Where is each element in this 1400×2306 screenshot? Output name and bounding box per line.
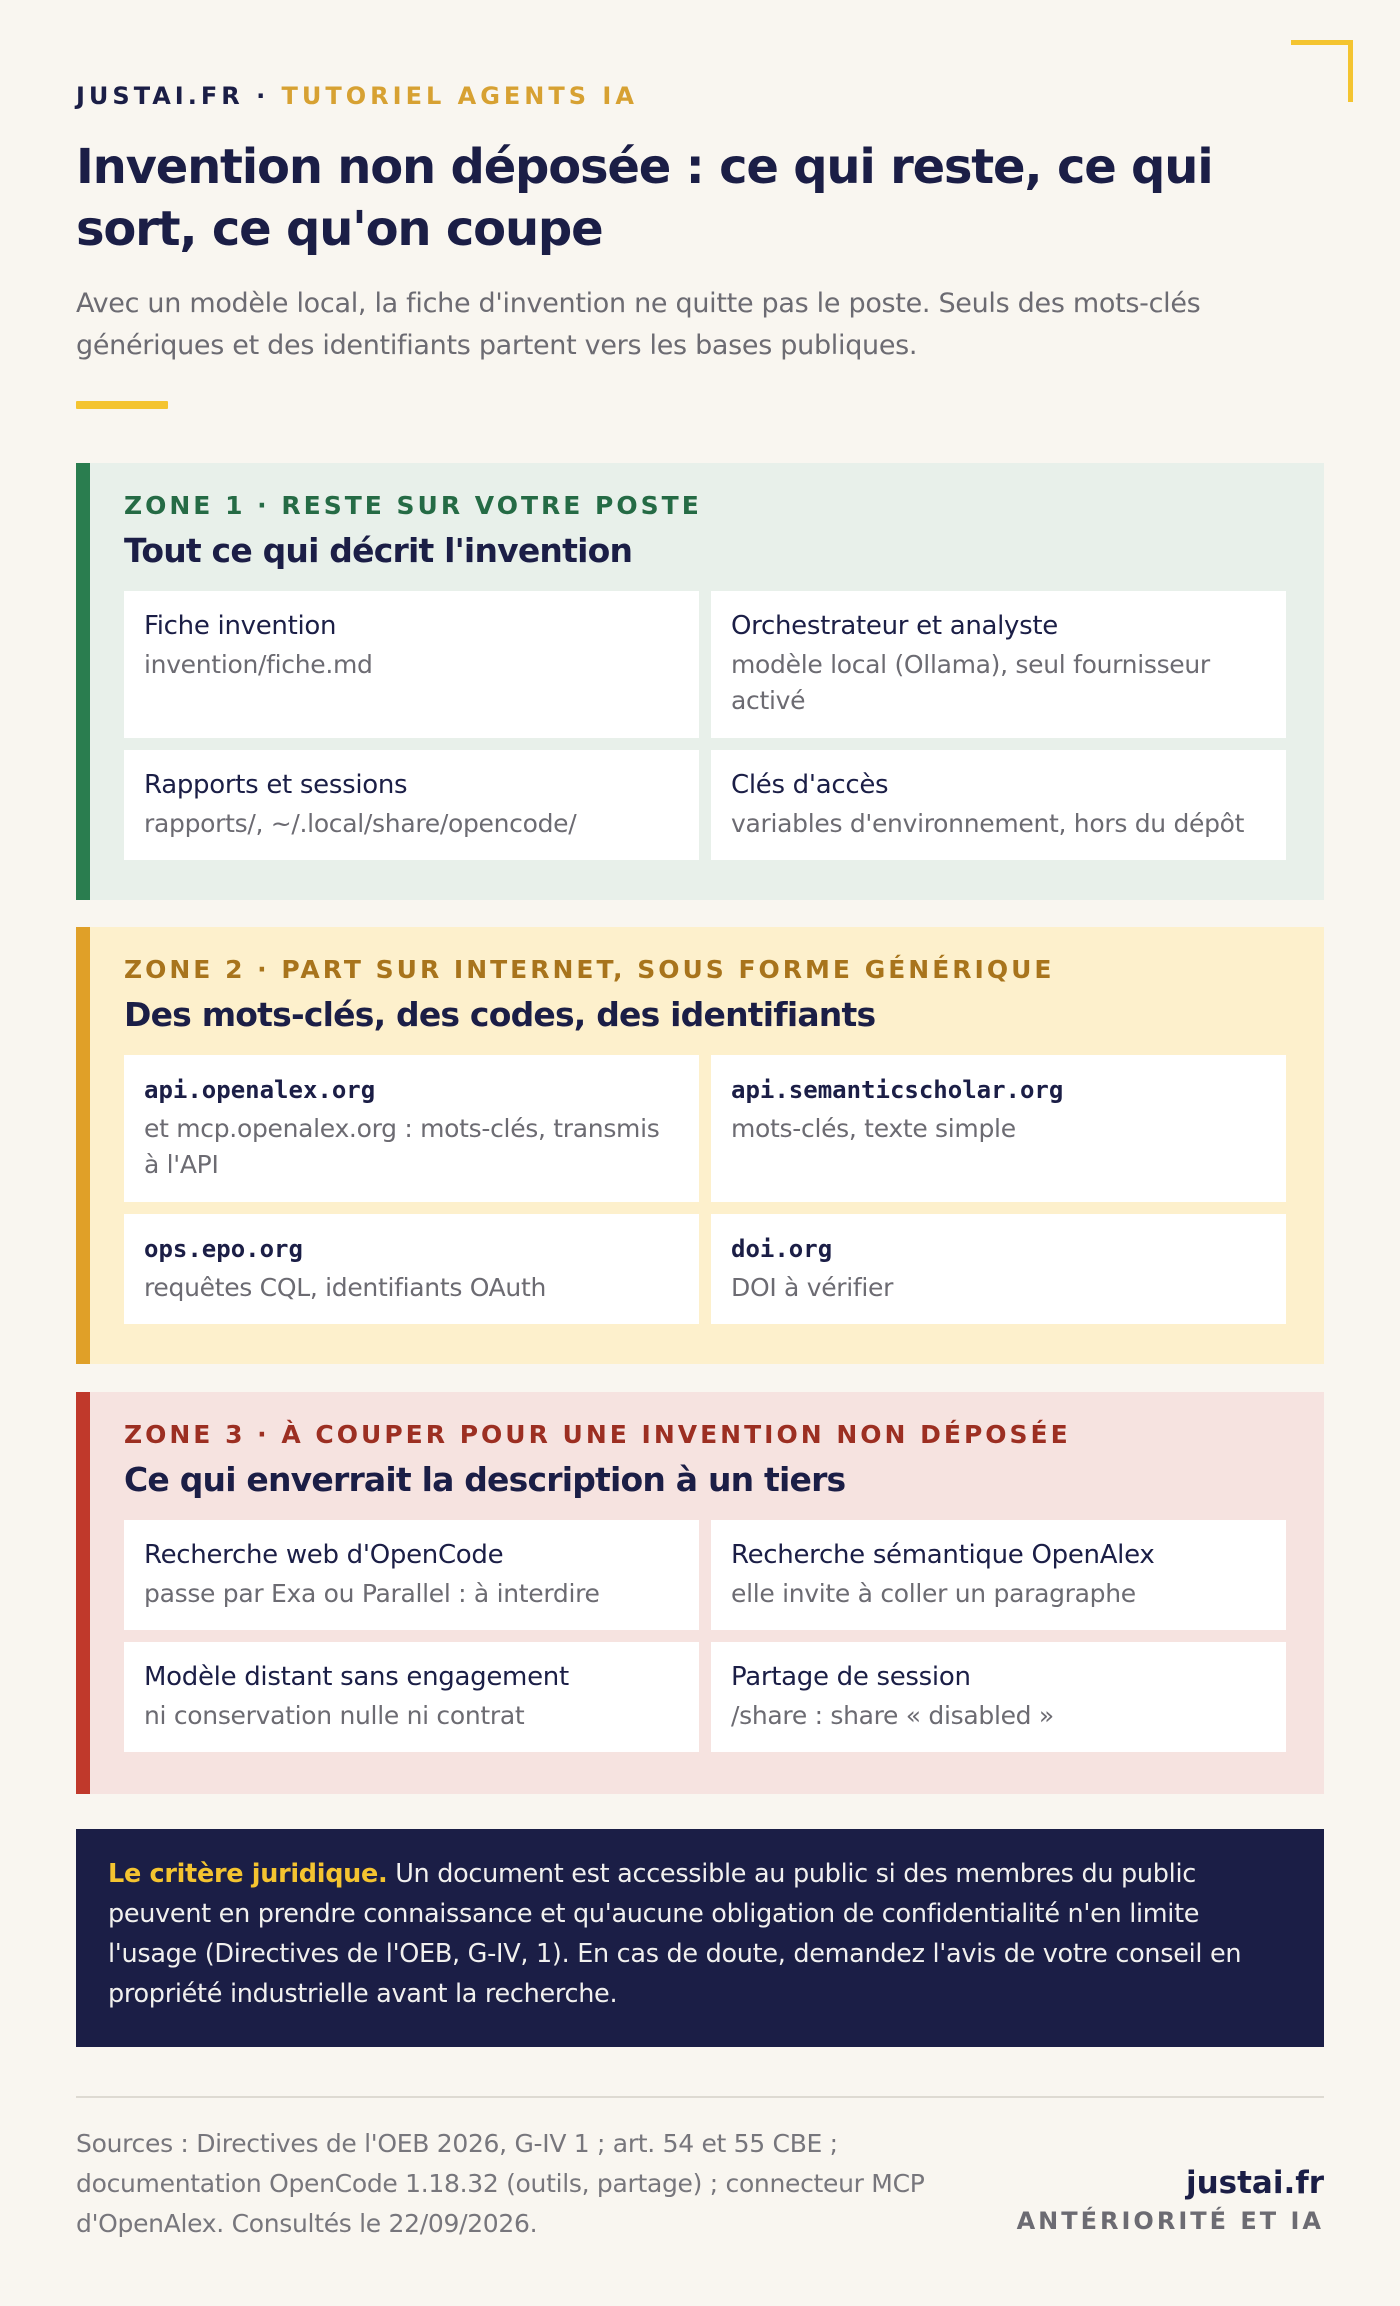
footer-divider <box>76 2096 1324 2098</box>
zone-label: ZONE 3 · À COUPER POUR UNE INVENTION NON DÉPOSÉE <box>124 1420 1071 1449</box>
card-description: mots-clés, texte simple <box>731 1114 1016 1143</box>
zone-3 <box>76 1392 1324 1794</box>
card-description: passe par Exa ou Parallel : à interdire <box>144 1579 600 1608</box>
footer-tagline: ANTÉRIORITÉ ET IA <box>1016 2207 1324 2235</box>
zone-heading: Tout ce qui décrit l'invention <box>124 531 633 570</box>
card-orchestrateur <box>711 591 1286 738</box>
card-description: /share : share « disabled » <box>731 1701 1054 1730</box>
card-title: api.semanticscholar.org <box>731 1076 1064 1104</box>
zone-1 <box>76 463 1324 900</box>
card-description: modèle local (Ollama), seul fournisseur activé <box>731 650 1210 715</box>
card-semanticscholar-api <box>711 1055 1286 1202</box>
card-title: Fiche invention <box>144 611 337 641</box>
card-doi <box>711 1214 1286 1324</box>
zone-2 <box>76 927 1324 1364</box>
card-ops-epo <box>124 1214 699 1324</box>
card-modele-distant <box>124 1642 699 1752</box>
zone-heading: Ce qui enverrait la description à un tiers <box>124 1460 846 1499</box>
card-title: Modèle distant sans engagement <box>144 1662 569 1692</box>
card-description: invention/fiche.md <box>144 650 373 679</box>
card-recherche-semantique <box>711 1520 1286 1630</box>
accent-bar <box>76 401 168 409</box>
card-grid <box>124 1055 1292 1324</box>
card-grid <box>124 591 1292 860</box>
card-grid <box>124 1520 1292 1752</box>
card-fiche-invention <box>124 591 699 738</box>
card-title: Clés d'accès <box>731 770 889 800</box>
corner-decoration <box>1291 40 1353 102</box>
footer-site: justai.fr <box>1185 2165 1324 2201</box>
card-title: Recherche sémantique OpenAlex <box>731 1540 1155 1570</box>
card-title: api.openalex.org <box>144 1076 376 1104</box>
card-title: Orchestrateur et analyste <box>731 611 1058 641</box>
card-rapports-sessions <box>124 750 699 860</box>
card-partage-session <box>711 1642 1286 1752</box>
card-description: elle invite à coller un paragraphe <box>731 1579 1136 1608</box>
card-description: DOI à vérifier <box>731 1273 894 1302</box>
zone-label: ZONE 2 · PART SUR INTERNET, SOUS FORME GÉNÉRIQUE <box>124 955 1055 984</box>
card-description: variables d'environnement, hors du dépôt <box>731 809 1245 838</box>
card-title: Recherche web d'OpenCode <box>144 1540 504 1570</box>
legal-callout <box>76 1829 1324 2047</box>
eyebrow-topic: TUTORIEL AGENTS IA <box>281 82 638 110</box>
footer-brand <box>1017 2164 1324 2236</box>
eyebrow-brand: JUSTAI.FR <box>76 82 244 110</box>
card-title: Partage de session <box>731 1662 971 1692</box>
card-openalex-api <box>124 1055 699 1202</box>
card-description: requêtes CQL, identifiants OAuth <box>144 1273 547 1302</box>
eyebrow-separator: · <box>243 82 282 110</box>
sources-text: Sources : Directives de l'OEB 2026, G-IV 1 ; art. 54 et 55 CBE ; documentation OpenCode 1.18.32 (outils, partage) ; connecteur MCP d'OpenAlex. Consultés le 22/09/2026. <box>76 2129 925 2238</box>
card-description: ni conservation nulle ni contrat <box>144 1701 525 1730</box>
legal-text: Un document est accessible au public si des membres du public peuvent en prendre connaissance et qu'aucune obligation de confidentialité n'en limite l'usage (Directives de l'OEB, G-IV, 1). En cas de doute, demandez l'avis de votre conseil en propriété industrielle avant la recherche. <box>108 1859 1242 2009</box>
legal-lead: Le critère juridique. <box>108 1859 388 1889</box>
zone-label: ZONE 1 · RESTE SUR VOTRE POSTE <box>124 491 702 520</box>
page-title: Invention non déposée : ce qui reste, ce qui sort, ce qu'on coupe <box>76 139 1213 257</box>
card-description: rapports/, ~/.local/share/opencode/ <box>144 809 577 838</box>
card-cles-acces <box>711 750 1286 860</box>
card-title: ops.epo.org <box>144 1235 303 1263</box>
card-title: doi.org <box>731 1235 833 1263</box>
card-recherche-web <box>124 1520 699 1630</box>
card-title: Rapports et sessions <box>144 770 408 800</box>
eyebrow <box>76 82 638 110</box>
page-subtitle: Avec un modèle local, la fiche d'invention ne quitte pas le poste. Seuls des mots-clés génériques et des identifiants partent vers les bases publiques. <box>76 288 1201 361</box>
zone-heading: Des mots-clés, des codes, des identifiants <box>124 995 876 1034</box>
card-description: et mcp.openalex.org : mots-clés, transmis à l'API <box>144 1114 660 1179</box>
